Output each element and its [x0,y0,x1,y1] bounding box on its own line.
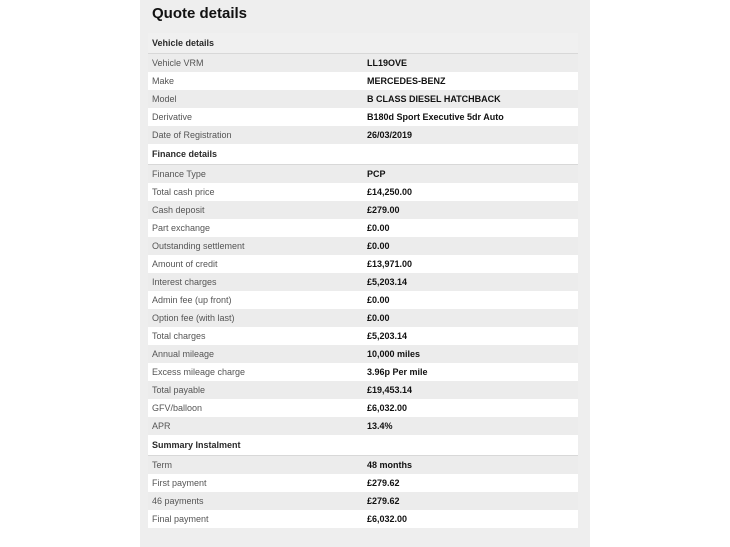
table-row [148,456,578,474]
table-row [148,273,578,291]
table-row [148,327,578,345]
row-label: Outstanding settlement [152,241,245,251]
row-value: £14,250.00 [367,187,413,197]
row-label: Total charges [152,331,206,341]
row-value: £279.62 [367,478,400,488]
table-row [148,492,578,510]
row-label: Total payable [152,385,206,395]
table-row [148,399,578,417]
row-value: 48 months [367,460,413,470]
row-label: Admin fee (up front) [152,295,232,305]
row-label: Vehicle VRM [152,58,204,68]
row-label: GFV/balloon [152,403,203,413]
row-value: £5,203.14 [367,331,408,341]
row-label: Interest charges [152,277,217,287]
row-value: £6,032.00 [367,514,408,524]
table-row [148,237,578,255]
row-label: Final payment [152,514,209,524]
quote-table [148,33,578,528]
table-row [148,255,578,273]
row-value: £0.00 [367,295,390,305]
row-value: PCP [367,169,386,179]
page-title: Quote details [152,5,248,22]
row-label: Option fee (with last) [152,313,235,323]
row-value: £279.62 [367,496,400,506]
row-label: Make [152,76,175,86]
row-label: Term [152,460,172,470]
section-header-finance-details: Finance details [148,144,578,165]
table-row [148,291,578,309]
row-label: Amount of credit [152,259,218,269]
row-label: 46 payments [152,496,204,506]
row-value: £0.00 [367,313,390,323]
row-label: Annual mileage [152,349,215,359]
quote-details-panel [140,0,590,547]
table-row [148,345,578,363]
table-row [148,309,578,327]
table-row [148,381,578,399]
table-row [148,108,578,126]
table-row [148,54,578,72]
row-label: Model [152,94,177,104]
row-value: £13,971.00 [367,259,413,269]
row-value: 3.96p Per mile [367,367,428,377]
row-value: MERCEDES-BENZ [367,76,446,86]
section-header-summary-instalment: Summary Instalment [148,435,578,456]
table-row [148,72,578,90]
row-label: Date of Registration [152,130,232,140]
row-value: B180d Sport Executive 5dr Auto [367,112,504,122]
section-header-vehicle-details: Vehicle details [148,33,578,54]
table-row [148,474,578,492]
row-value: 13.4% [367,421,393,431]
row-value: £6,032.00 [367,403,408,413]
row-label: Derivative [152,112,193,122]
table-row [148,165,578,183]
row-value: LL19OVE [367,58,408,68]
row-value: B CLASS DIESEL HATCHBACK [367,94,501,104]
row-value: £0.00 [367,223,390,233]
row-label: Excess mileage charge [152,367,246,377]
row-label: First payment [152,478,207,488]
row-value: 26/03/2019 [367,130,413,140]
row-value: £5,203.14 [367,277,408,287]
row-label: Cash deposit [152,205,205,215]
row-label: APR [152,421,171,431]
table-row [148,363,578,381]
row-value: 10,000 miles [367,349,421,359]
row-value: £0.00 [367,241,390,251]
table-row [148,201,578,219]
table-row [148,219,578,237]
row-value: £19,453.14 [367,385,413,395]
row-label: Part exchange [152,223,211,233]
table-row [148,90,578,108]
row-label: Finance Type [152,169,206,179]
table-row [148,183,578,201]
table-row [148,510,578,528]
table-row [148,126,578,144]
row-value: £279.00 [367,205,400,215]
row-label: Total cash price [152,187,215,197]
table-row [148,417,578,435]
